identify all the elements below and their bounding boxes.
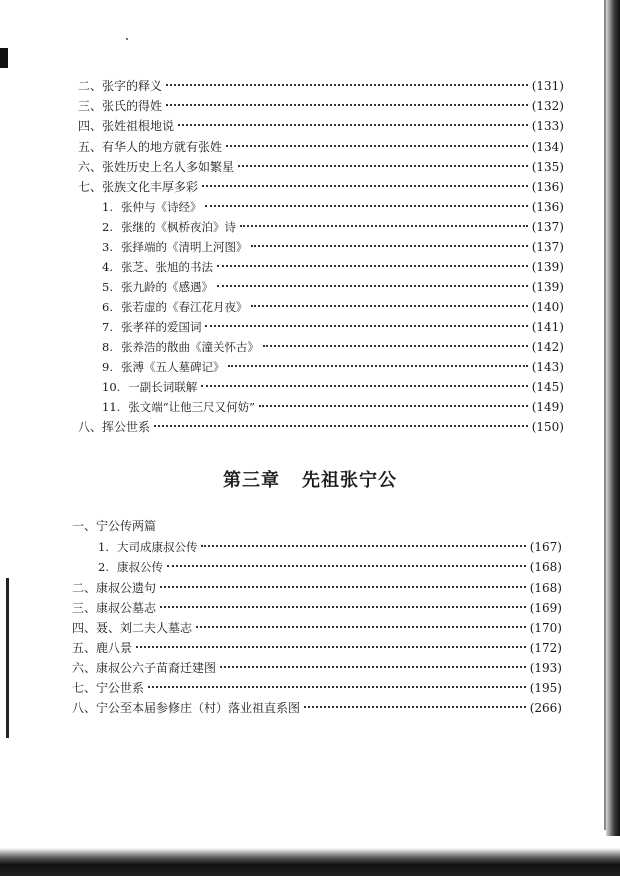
toc-entry[interactable] — [72, 600, 562, 616]
toc-page-number: (145) — [531, 380, 564, 394]
toc-page-number: (140) — [531, 300, 564, 314]
toc-entry-title: 三、康叔公墓志 — [72, 601, 157, 615]
dot-leader — [251, 305, 527, 307]
dot-leader — [228, 365, 527, 367]
dot-leader — [154, 425, 528, 427]
toc-entry[interactable] — [72, 518, 564, 534]
scan-edge-shadow — [606, 0, 620, 876]
dot-leader — [178, 124, 528, 126]
toc-entry[interactable] — [78, 118, 564, 134]
toc-page-number: (149) — [531, 400, 564, 414]
toc-entry-title: 张文端“让他三尺又何妨” — [128, 400, 256, 414]
dot-leader — [160, 606, 526, 608]
toc-page-number: (131) — [531, 79, 564, 93]
toc-page-number: (172) — [529, 641, 562, 655]
toc-entry-title: 五、鹿八景 — [72, 641, 133, 655]
toc-entry-title: 六、张姓历史上名人多如繁星 — [78, 160, 235, 174]
toc-item-number: 8. — [102, 340, 113, 354]
toc-page-number: (139) — [531, 280, 564, 294]
toc-subentry[interactable] — [102, 399, 564, 415]
toc-entry[interactable] — [78, 98, 564, 114]
toc-item-number: 2. — [98, 560, 109, 574]
dot-leader — [251, 245, 527, 247]
toc-item-number: 4. — [102, 260, 113, 274]
toc-entry[interactable] — [78, 139, 564, 155]
toc-entry-title: 四、聂、刘二夫人墓志 — [72, 621, 193, 635]
toc-entry[interactable] — [72, 660, 562, 676]
toc-page-number: (193) — [529, 661, 562, 675]
chapter-number: 第三章 — [223, 470, 280, 491]
dot-leader — [217, 285, 528, 287]
dot-leader — [148, 686, 526, 688]
toc-entry[interactable] — [72, 580, 562, 596]
toc-page-number: (136) — [531, 200, 564, 214]
toc-entry-title: 五、有华人的地方就有张姓 — [78, 140, 223, 154]
toc-page-number: (141) — [531, 320, 564, 334]
toc-entry-title: 一副长词联解 — [128, 380, 198, 394]
toc-item-number: 3. — [102, 240, 113, 254]
dot-leader — [240, 225, 528, 227]
toc-item-number: 7. — [102, 320, 113, 334]
toc-subentry[interactable] — [102, 359, 564, 375]
toc-page-number: (266) — [529, 701, 562, 715]
dot-leader — [263, 345, 528, 347]
toc-entry-title: 康叔公传 — [116, 560, 163, 574]
dot-leader — [201, 385, 527, 387]
toc-page-number: (136) — [531, 180, 564, 194]
toc-item-number: 9. — [102, 360, 113, 374]
toc-item-number: 1. — [102, 200, 113, 214]
toc-page-number: (195) — [529, 681, 562, 695]
toc-page-number: (143) — [531, 360, 564, 374]
toc-entry-title: 四、张姓祖根地说 — [78, 119, 175, 133]
toc-page-number: (168) — [529, 581, 562, 595]
toc-page-number: (134) — [531, 140, 564, 154]
dot-leader — [160, 586, 526, 588]
toc-entry-title: 张九龄的《感遇》 — [120, 280, 213, 294]
toc-subentry[interactable] — [98, 559, 562, 575]
toc-entry-title: 八、挥公世系 — [78, 420, 151, 434]
toc-page-number: (168) — [529, 560, 562, 574]
toc-entry-title: 八、宁公至本届参修庄（村）落业祖直系图 — [72, 701, 301, 715]
toc-page-number: (132) — [531, 99, 564, 113]
toc-page-number: (137) — [531, 240, 564, 254]
scan-edge-shadow — [0, 836, 620, 876]
toc-entry[interactable] — [78, 179, 564, 195]
toc-entry[interactable] — [72, 620, 562, 636]
dot-leader — [220, 666, 526, 668]
toc-entry-title: 七、宁公世系 — [72, 681, 145, 695]
toc-page-number: (137) — [531, 220, 564, 234]
toc-entry-title: 二、张字的释义 — [78, 79, 163, 93]
toc-entry-title: 张孝祥的爱国词 — [120, 320, 202, 334]
toc-entry[interactable] — [78, 419, 564, 435]
dot-leader — [238, 165, 528, 167]
scan-edge-line — [6, 578, 9, 738]
toc-entry-title: 张仲与《诗经》 — [120, 200, 202, 214]
toc-subentry[interactable] — [102, 319, 564, 335]
dot-leader — [205, 325, 527, 327]
toc-subentry[interactable] — [102, 259, 564, 275]
toc-entry-title: 三、张氏的得姓 — [78, 99, 163, 113]
toc-entry-title: 张继的《枫桥夜泊》诗 — [120, 220, 236, 234]
dot-leader — [226, 145, 528, 147]
toc-entry[interactable] — [78, 78, 564, 94]
toc-page-number: (142) — [531, 340, 564, 354]
toc-item-number: 1. — [98, 540, 109, 554]
dot-leader — [205, 205, 527, 207]
toc-page-number: (169) — [529, 601, 562, 615]
toc-entry-title: 七、张族文化丰厚多彩 — [78, 180, 199, 194]
toc-entry-title: 六、康叔公六子苗裔迁建图 — [72, 661, 217, 675]
scan-mark — [0, 48, 8, 68]
toc-page-number: (150) — [531, 420, 564, 434]
dot-leader — [304, 706, 526, 708]
toc-subentry[interactable] — [102, 339, 564, 355]
toc-entry-title: 一、宁公传两篇 — [72, 519, 157, 533]
toc-entry-title: 张若虚的《春江花月夜》 — [120, 300, 248, 314]
toc-item-number: 11. — [102, 400, 121, 414]
toc-subentry[interactable] — [98, 539, 562, 555]
toc-entry[interactable] — [72, 700, 562, 716]
toc-entry[interactable] — [78, 159, 564, 175]
toc-subentry[interactable] — [102, 279, 564, 295]
toc-page-number: (167) — [529, 540, 562, 554]
chapter-name: 先祖张宁公 — [302, 470, 397, 491]
scan-speck — [126, 38, 128, 40]
dot-leader — [167, 565, 526, 567]
toc-page-number: (170) — [529, 621, 562, 635]
dot-leader — [166, 104, 528, 106]
dot-leader — [202, 185, 528, 187]
toc-entry[interactable] — [72, 640, 562, 656]
dot-leader — [136, 646, 526, 648]
dot-leader — [201, 545, 525, 547]
toc-entry-title: 大司成康叔公传 — [116, 540, 198, 554]
toc-item-number: 5. — [102, 280, 113, 294]
dot-leader — [259, 405, 528, 407]
toc-entry-title: 张择端的《清明上河图》 — [120, 240, 248, 254]
toc-item-number: 10. — [102, 380, 121, 394]
dot-leader — [166, 84, 528, 86]
toc-item-number: 2. — [102, 220, 113, 234]
toc-entry-title: 张芝、张旭的书法 — [120, 260, 213, 274]
toc-item-number: 6. — [102, 300, 113, 314]
toc-page-number: (133) — [531, 119, 564, 133]
toc-subentry[interactable] — [102, 199, 564, 215]
toc-subentry[interactable] — [102, 379, 564, 395]
toc-entry[interactable] — [72, 680, 562, 696]
toc-entry-title: 张养浩的散曲《潼关怀古》 — [120, 340, 259, 354]
toc-page-number: (135) — [531, 160, 564, 174]
dot-leader — [196, 626, 526, 628]
toc-entry-title: 二、康叔公遗句 — [72, 581, 157, 595]
chapter-title — [0, 466, 620, 492]
toc-subentry[interactable] — [102, 239, 564, 255]
toc-entry-title: 张溥《五人墓碑记》 — [120, 360, 225, 374]
toc-subentry[interactable] — [102, 299, 564, 315]
toc-page-number: (139) — [531, 260, 564, 274]
dot-leader — [217, 265, 528, 267]
toc-subentry[interactable] — [102, 219, 564, 235]
